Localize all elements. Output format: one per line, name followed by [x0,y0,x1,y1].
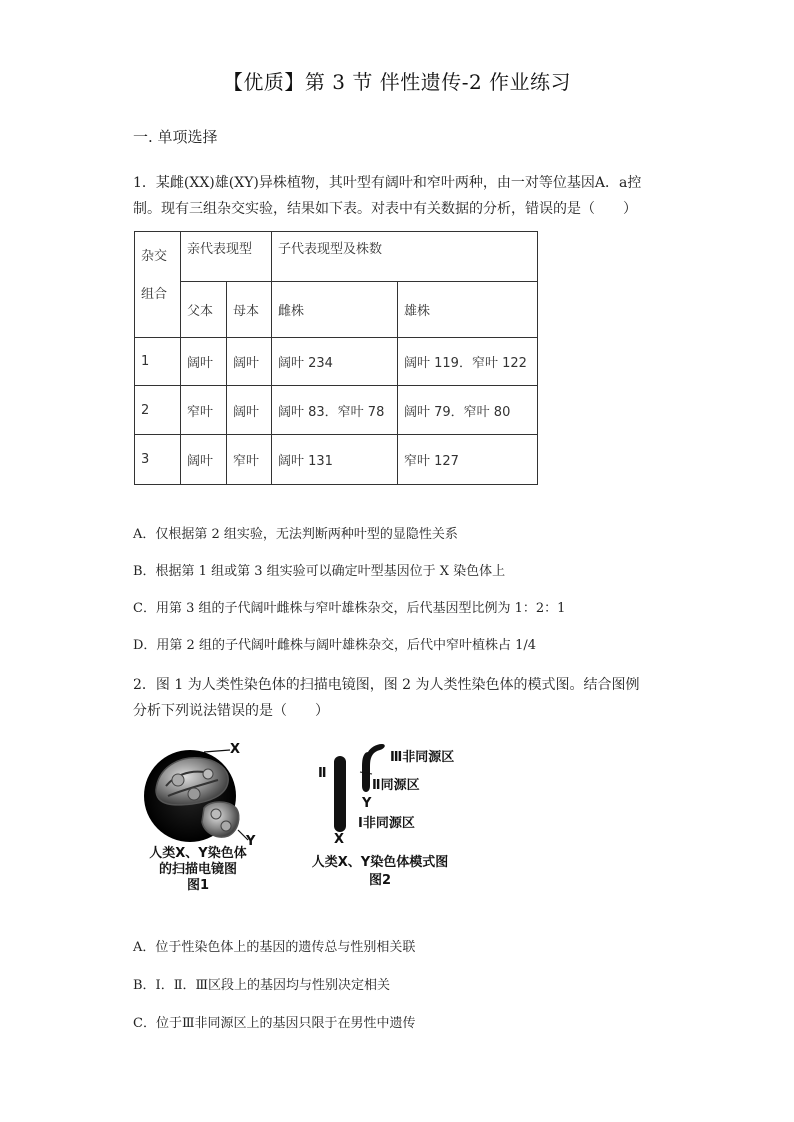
row-male: 阔叶 79．窄叶 80 [398,386,538,435]
table-row [135,386,538,435]
fig2-label-i: Ⅰ非同源区 [358,816,415,831]
q1-option-c: C．用第 3 组的子代阔叶雌株与窄叶雄株杂交，后代基因型比例为 1：2：1 [133,601,566,616]
fig1-caption-line2: 的扫描电镜图 [158,862,237,877]
fig2-caption-line1: 人类X、Y染色体模式图 [311,855,449,870]
row-father: 窄叶 [181,386,227,435]
header-mother: 母本 [227,282,272,338]
fig2-label-ii-left: Ⅱ [318,766,327,781]
header-offspring-phenotype: 子代表现型及株数 [272,232,538,282]
header-male: 雄株 [398,282,538,338]
header-parent-phenotype: 亲代表现型 [181,232,272,282]
figure-2 [310,740,490,900]
row-mother: 阔叶 [227,338,272,386]
x-chromosome-shape [334,756,346,832]
fig1-caption-line3: 图1 [186,878,210,893]
table-row [135,338,538,386]
row-id: 1 [135,338,181,386]
header-cross-line1: 杂交 [141,249,168,264]
q2-option-c: C．位于Ⅲ非同源区上的基因只限于在男性中遗传 [133,1016,416,1031]
q1-cross-table [134,231,538,485]
fig2-label-iii: Ⅲ非同源区 [390,750,455,765]
row-mother: 阔叶 [227,386,272,435]
q1-stem-line2: 制。现有三组杂交实验，结果如下表。对表中有关数据的分析，错误的是（ ） [133,201,637,217]
q1-option-a: A．仅根据第 2 组实验，无法判断两种叶型的显隐性关系 [133,527,458,542]
q2-option-a: A．位于性染色体上的基因的遗传总与性别相关联 [133,940,416,955]
header-cross-line2: 组合 [141,287,168,302]
q2-stem-line1: 2．图 1 为人类性染色体的扫描电镜图，图 2 为人类性染色体的模式图。结合图例 [133,677,640,693]
row-male: 窄叶 127 [398,435,538,485]
row-mother: 窄叶 [227,435,272,485]
q1-option-d: D．用第 2 组的子代阔叶雌株与阔叶雄株杂交，后代中窄叶植株占 1/4 [133,638,537,653]
row-father: 阔叶 [181,435,227,485]
fig1-label-x: X [230,742,241,757]
page-title: 【优质】第 3 节 伴性遗传-2 作业练习 [222,70,572,94]
fig2-label-y: Y [362,796,372,811]
q1-stem [133,170,673,222]
section-heading: 一. 单项选择 [133,128,218,146]
table-row [135,435,538,485]
row-id: 2 [135,386,181,435]
fig1-caption-line1: 人类X、Y染色体 [149,846,247,861]
figure-1 [138,740,268,900]
row-female: 阔叶 131 [272,435,398,485]
fig2-label-x: X [334,832,345,847]
header-female: 雌株 [272,282,398,338]
header-cross-combo [135,232,181,338]
fig1-caption [138,846,258,894]
fig2-caption [300,854,460,890]
fig2-label-ii: Ⅱ同源区 [372,778,420,793]
fig1-label-y: Y [246,834,256,849]
q2-option-b: B．Ⅰ．Ⅱ．Ⅲ区段上的基因均与性别决定相关 [133,978,391,993]
row-id: 3 [135,435,181,485]
q1-stem-line1: 1．某雌(XX)雄(XY)异株植物，其叶型有阔叶和窄叶两种，由一对等位基因A．a控 [133,175,642,191]
q2-stem [133,672,673,724]
header-father: 父本 [181,282,227,338]
q1-option-b: B．根据第 1 组或第 3 组实验可以确定叶型基因位于 X 染色体上 [133,564,506,579]
row-male: 阔叶 119．窄叶 122 [398,338,538,386]
q2-stem-line2: 分析下列说法错误的是（ ） [133,703,329,719]
row-female: 阔叶 234 [272,338,398,386]
row-father: 阔叶 [181,338,227,386]
fig2-caption-line2: 图2 [368,873,392,888]
row-female: 阔叶 83．窄叶 78 [272,386,398,435]
